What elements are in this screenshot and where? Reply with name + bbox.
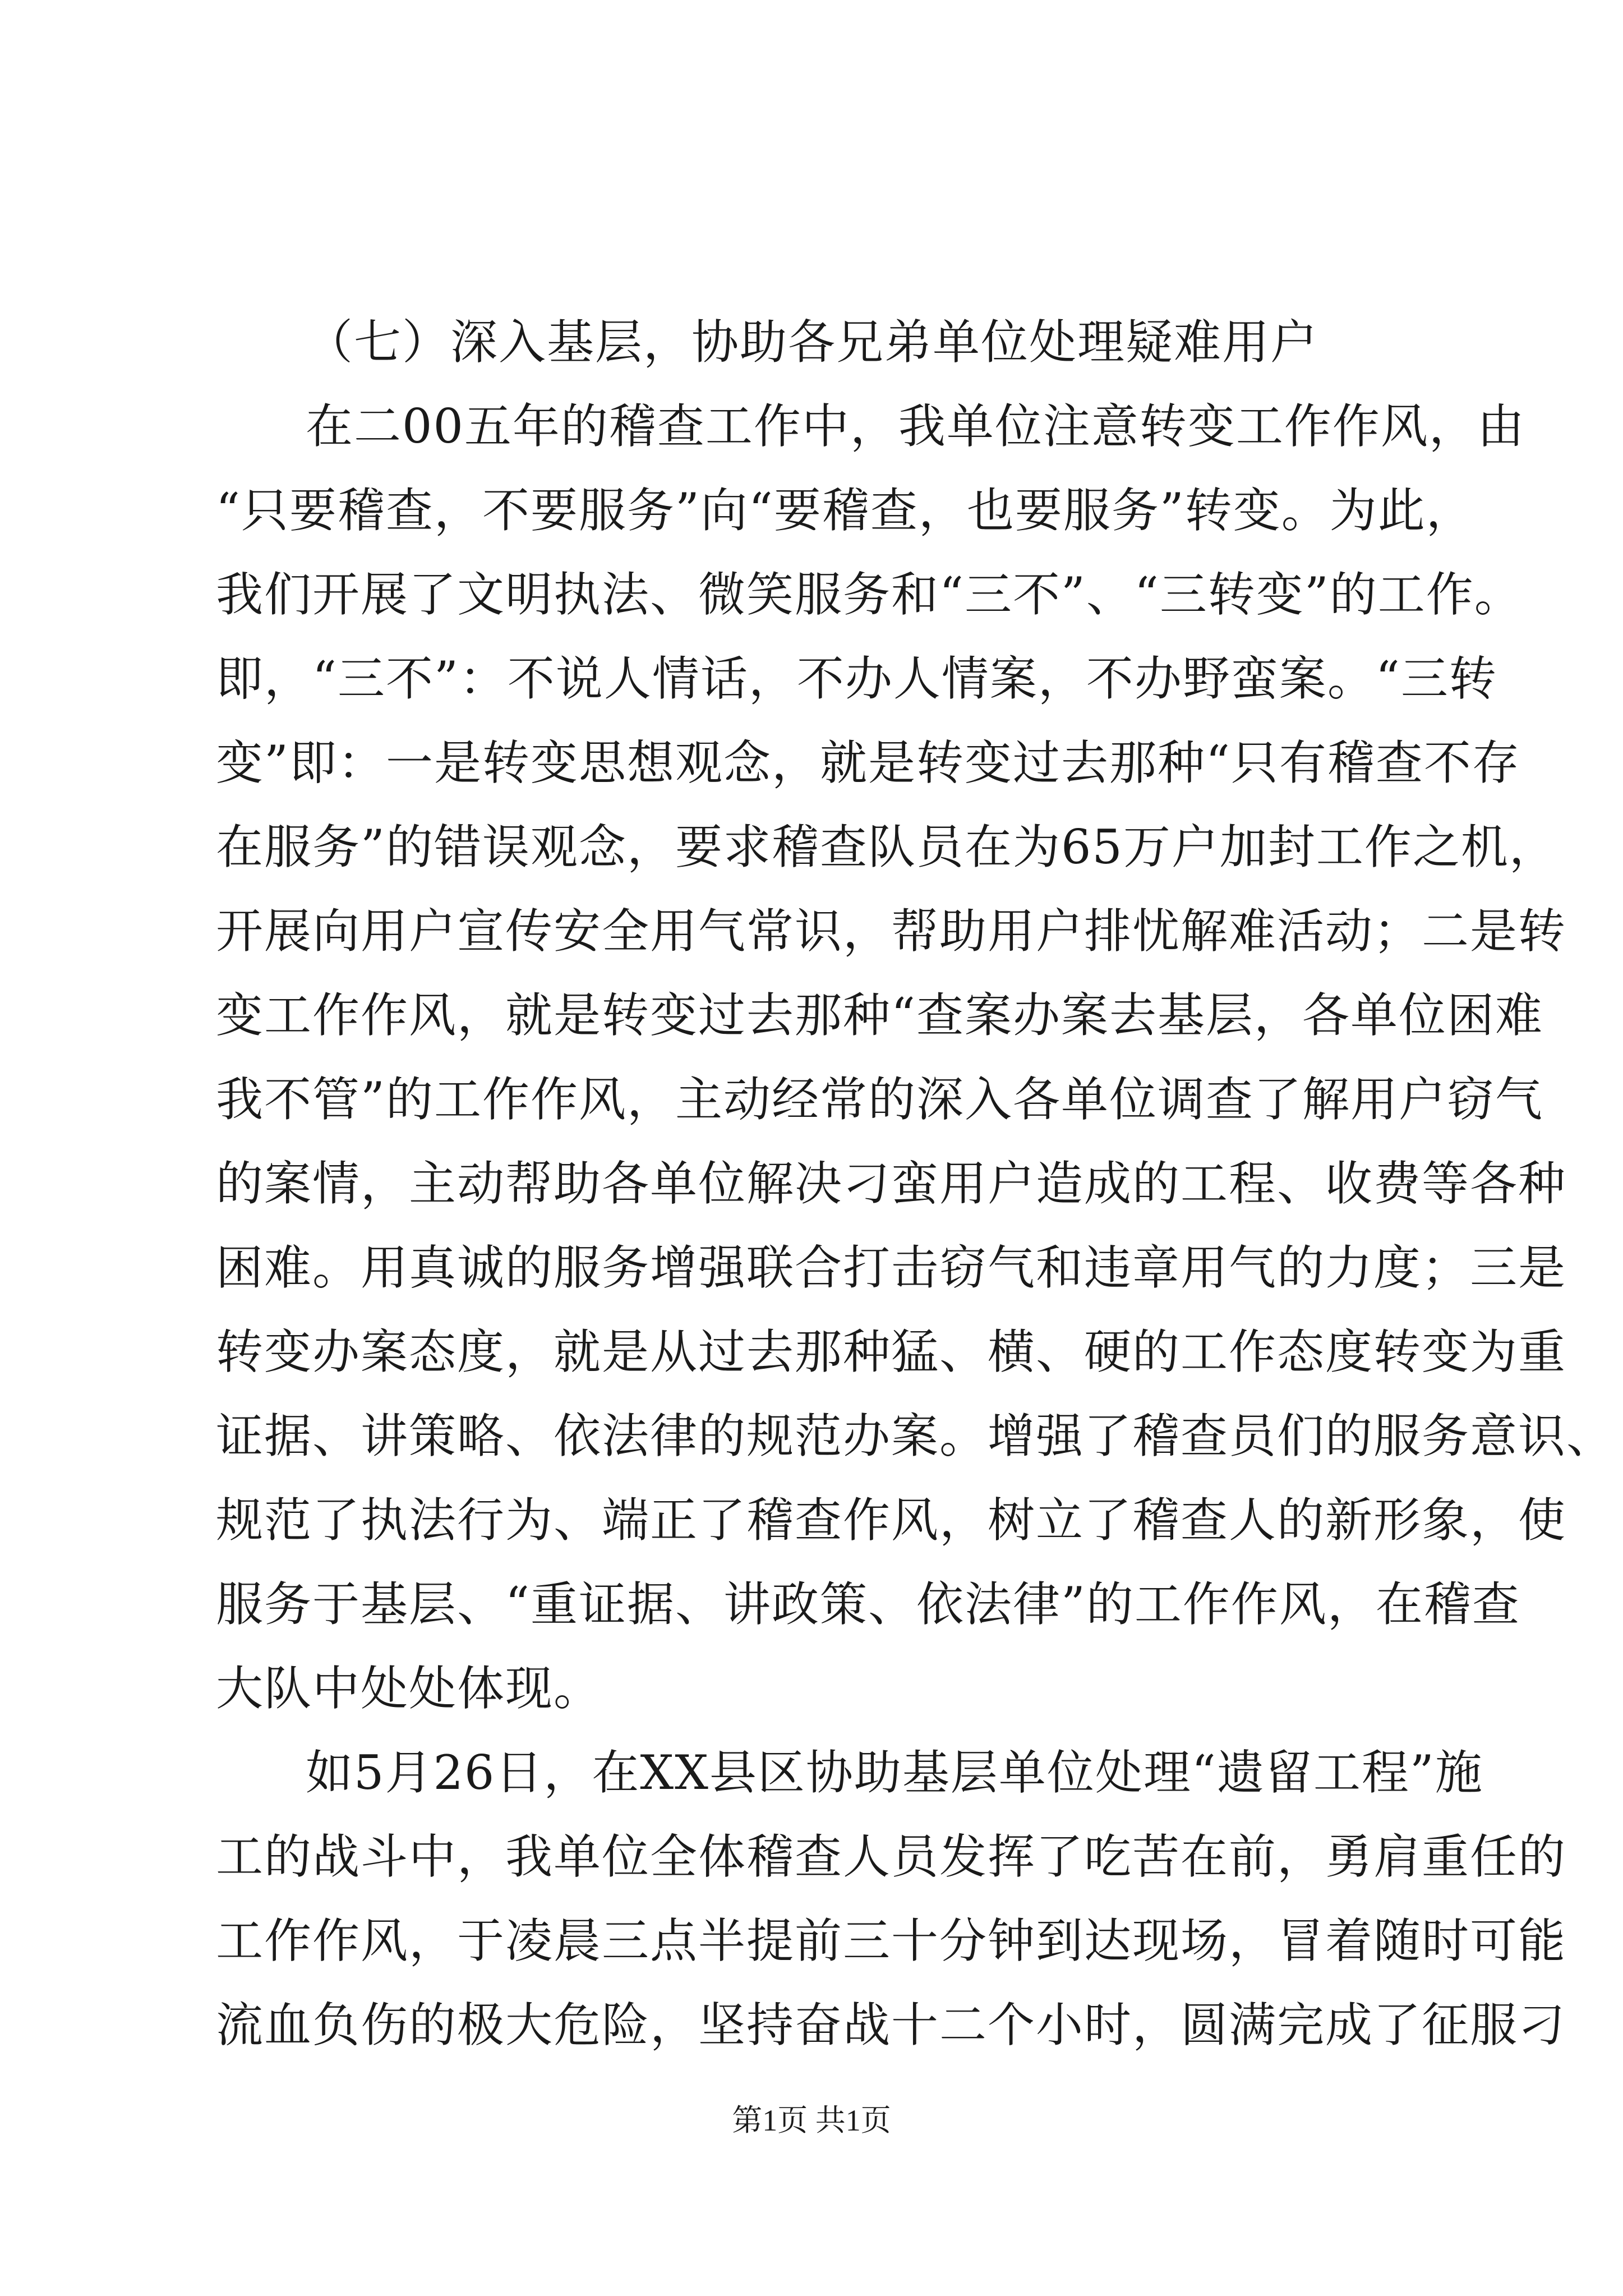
- paragraph-line: 工作作风，于凌晨三点半提前三十分钟到达现场，冒着随时可能: [216, 1913, 1567, 1968]
- paragraph-line: 开展向用户宣传安全用气常识，帮助用户排忧解难活动；二是转: [216, 904, 1567, 959]
- paragraph-line: 的案情，主动帮助各单位解决刁蛮用户造成的工程、收费等各种: [216, 1156, 1567, 1211]
- paragraph-line: 服务于基层、“重证据、讲政策、依法律”的工作作风，在稽查: [216, 1577, 1520, 1632]
- paragraph-line: 流血负伤的极大危险，坚持奋战十二个小时，圆满完成了征服刁: [216, 1998, 1567, 2053]
- paragraph-line: “只要稽查，不要服务”向“要稽查，也要服务”转变。为此，: [216, 483, 1474, 538]
- paragraph-line: 变”即：一是转变思想观念，就是转变过去那种“只有稽查不存: [216, 735, 1520, 790]
- paragraph-line: 我不管”的工作作风，主动经常的深入各单位调查了解用户窃气: [216, 1072, 1543, 1127]
- section-heading: （七）深入基层，协助各兄弟单位处理疑难用户: [306, 315, 1319, 370]
- paragraph-line: 我们开展了文明执法、微笑服务和“三不”、“三转变”的工作。: [216, 567, 1523, 622]
- paragraph-line: 困难。用真诚的服务增强联合打击窃气和违章用气的力度；三是: [216, 1240, 1567, 1295]
- page-footer: 第1页 共1页: [732, 2104, 891, 2137]
- paragraph-line: 即，“三不”：不说人情话，不办人情案，不办野蛮案。“三转: [216, 651, 1497, 706]
- paragraph-line: 在服务”的错误观念，要求稽查队员在为65万户加封工作之机，: [216, 820, 1557, 875]
- paragraph-line: 如5月26日，在XX县区协助基层单位处理“遗留工程”施: [306, 1745, 1483, 1800]
- paragraph-line: 大队中处处体现。: [216, 1661, 602, 1716]
- paragraph-line: 工的战斗中，我单位全体稽查人员发挥了吃苦在前，勇肩重任的: [216, 1829, 1567, 1884]
- paragraph-line: 变工作作风，就是转变过去那种“查案办案去基层，各单位困难: [216, 988, 1543, 1043]
- paragraph-line: 规范了执法行为、端正了稽查作风，树立了稽查人的新形象，使: [216, 1493, 1567, 1548]
- paragraph-line: 在二00五年的稽查工作中，我单位注意转变工作作风，由: [306, 399, 1525, 454]
- paragraph-line: 证据、讲策略、依法律的规范办案。增强了稽查员们的服务意识、: [216, 1409, 1615, 1464]
- paragraph-line: 转变办案态度，就是从过去那种猛、横、硬的工作态度转变为重: [216, 1324, 1567, 1379]
